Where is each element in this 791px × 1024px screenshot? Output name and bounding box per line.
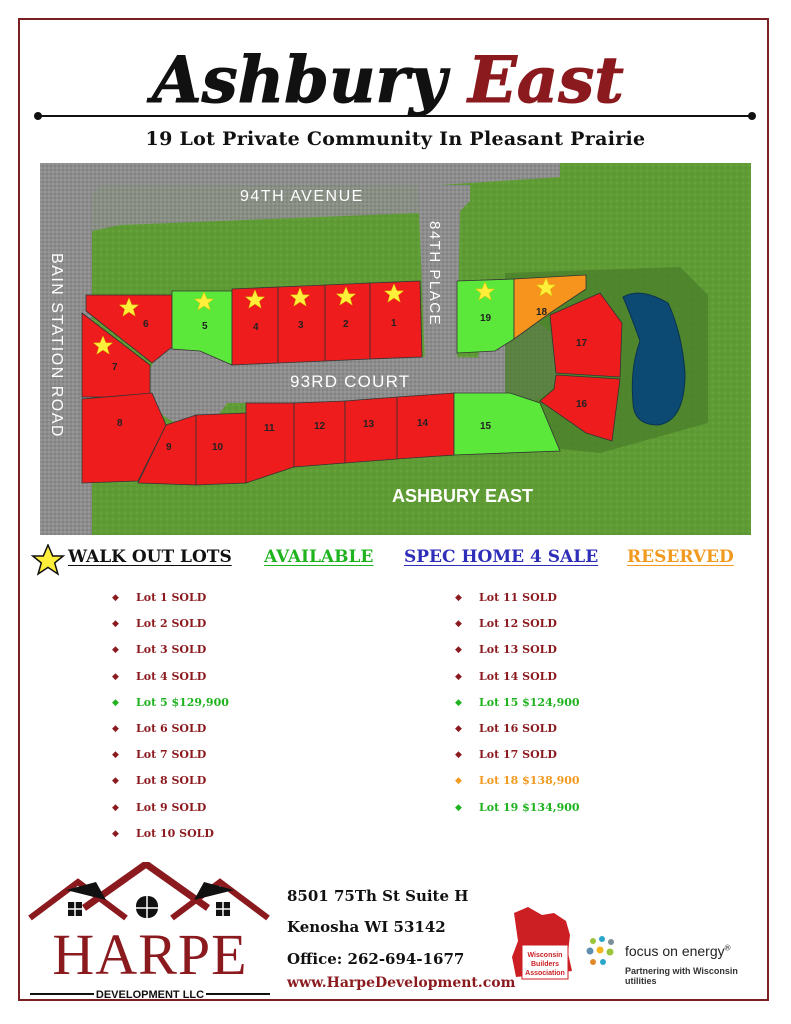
lot-item: ◆ Lot 9 SOLD (112, 798, 229, 824)
website-link[interactable]: www.HarpeDevelopment.com (287, 975, 516, 991)
title-main: Ashbury (152, 43, 447, 118)
bullet-icon: ◆ (112, 828, 119, 839)
office-phone[interactable]: Office: 262-694-1677 (287, 950, 465, 968)
lot-item: ◆ Lot 3 SOLD (112, 640, 229, 666)
lot-label-10: 10 (212, 442, 224, 453)
focus-on-energy-logo (585, 935, 765, 986)
bullet-icon: ◆ (455, 619, 462, 630)
development-label: ASHBURY EAST (392, 486, 534, 506)
lot-label-6: 6 (143, 319, 149, 330)
lot-12 (294, 401, 345, 467)
lot-label-12: 12 (314, 421, 326, 432)
lot-item: ◆ Lot 18 $138,900 (455, 771, 580, 797)
wba-line-3: Association (525, 970, 565, 977)
lot-item: ◆ Lot 13 SOLD (455, 640, 580, 666)
lot-item: ◆ Lot 6 SOLD (112, 719, 229, 745)
lot-label-5: 5 (202, 321, 208, 332)
lot-item: ◆ Lot 1 SOLD (112, 588, 229, 614)
street-label-93rd-court: 93RD COURT (290, 372, 411, 391)
address-line-1: 8501 75Th St Suite H (287, 887, 469, 905)
street-label-94th-avenue: 94TH AVENUE (240, 188, 364, 205)
lot-label-14: 14 (417, 418, 429, 429)
bullet-icon: ◆ (112, 619, 119, 630)
subtitle: 19 Lot Private Community In Pleasant Prairie (145, 128, 646, 150)
lot-label-11: 11 (264, 423, 275, 434)
lot-label-1: 1 (391, 318, 397, 329)
lot-item: ◆ Lot 14 SOLD (455, 667, 580, 693)
lot-label-13: 13 (363, 419, 375, 430)
legend-walk-out: WALK OUT LOTS (68, 547, 232, 567)
lot-item: ◆ Lot 12 SOLD (455, 614, 580, 640)
lot-label-16: 16 (576, 399, 588, 410)
wba-line-1: Wisconsin (527, 952, 563, 959)
legend-available: AVAILABLE (264, 547, 374, 567)
legend-reserved: RESERVED (627, 547, 734, 567)
bullet-icon: ◆ (112, 776, 119, 787)
lot-label-8: 8 (117, 418, 123, 429)
bullet-icon: ◆ (112, 750, 119, 761)
lot-list-left (112, 588, 229, 850)
address-line-2: Kenosha WI 53142 (287, 918, 446, 936)
lot-label-18: 18 (536, 307, 548, 318)
bullet-icon: ◆ (112, 671, 119, 682)
bullet-icon: ◆ (112, 802, 119, 813)
bullet-icon: ◆ (112, 723, 119, 734)
lot-item: ◆ Lot 7 SOLD (112, 745, 229, 771)
logo-name: HARPE (52, 922, 248, 987)
logo-sub: DEVELOPMENT LLC (95, 989, 205, 1001)
lot-label-17: 17 (576, 338, 588, 349)
legend-star-icon (30, 544, 66, 578)
focus-on-energy-tagline: Partnering with Wisconsin utilities (625, 966, 738, 986)
rule-dot-left (34, 112, 42, 120)
focus-on-energy-name: focus on energy® (625, 943, 731, 959)
wisconsin-builders-logo (508, 905, 584, 985)
focus-on-energy-dots-icon (585, 935, 621, 975)
bullet-icon: ◆ (455, 697, 462, 708)
wba-line-2: Builders (530, 961, 560, 968)
lot-item: ◆ Lot 17 SOLD (455, 745, 580, 771)
lot-item: ◆ Lot 15 $124,900 (455, 693, 580, 719)
lot-13 (345, 397, 397, 463)
lot-item: ◆ Lot 8 SOLD (112, 771, 229, 797)
rule-dot-right (748, 112, 756, 120)
bullet-icon: ◆ (455, 802, 462, 813)
lot-item: ◆ Lot 4 SOLD (112, 667, 229, 693)
bullet-icon: ◆ (112, 697, 119, 708)
lot-item: ◆ Lot 10 SOLD (112, 824, 229, 850)
bullet-icon: ◆ (455, 593, 462, 603)
bullet-icon: ◆ (112, 593, 119, 603)
bullet-icon: ◆ (455, 776, 462, 787)
lot-label-4: 4 (253, 322, 259, 333)
street-label-bain-station: BAIN STATION ROAD (48, 253, 65, 438)
lot-label-15: 15 (480, 421, 492, 432)
lot-label-2: 2 (343, 319, 349, 330)
lot-label-9: 9 (166, 442, 172, 453)
bullet-icon: ◆ (455, 750, 462, 761)
lot-item: ◆ Lot 16 SOLD (455, 719, 580, 745)
bullet-icon: ◆ (455, 723, 462, 734)
lot-item: ◆ Lot 2 SOLD (112, 614, 229, 640)
site-plan-map (40, 163, 751, 535)
street-label-84th-place: 84TH PLACE (426, 221, 443, 327)
legend-spec-home: SPEC HOME 4 SALE (404, 547, 599, 567)
lot-label-19: 19 (480, 313, 492, 324)
bullet-icon: ◆ (112, 645, 119, 656)
harpe-logo (26, 862, 274, 1002)
bullet-icon: ◆ (455, 671, 462, 682)
lot-item: ◆ Lot 5 $129,900 (112, 693, 229, 719)
title-accent: East (468, 43, 624, 118)
lot-item: ◆ Lot 19 $134,900 (455, 798, 580, 824)
bullet-icon: ◆ (455, 645, 462, 656)
lot-label-7: 7 (112, 362, 118, 373)
lot-label-3: 3 (298, 320, 304, 331)
lot-list-right (455, 588, 580, 824)
lot-item: ◆ Lot 11 SOLD (455, 588, 580, 614)
title-banner (0, 20, 791, 118)
